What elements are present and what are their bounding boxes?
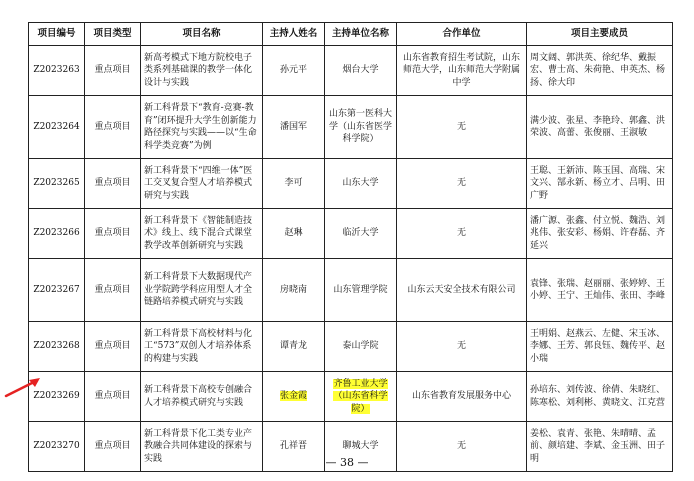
project-unit: 聊城大学 [325, 422, 397, 472]
project-unit: 山东管理学院 [325, 259, 397, 322]
project-name: 新工科背景下大数据现代产业学院跨学科应用型人才全链路培养模式研究与实践 [141, 259, 263, 322]
header-name: 项目名称 [141, 23, 263, 46]
project-type: 重点项目 [85, 46, 141, 96]
project-id: Z2023270 [29, 422, 85, 472]
project-type: 重点项目 [85, 159, 141, 209]
project-id: Z2023269 [29, 372, 85, 422]
project-type: 重点项目 [85, 259, 141, 322]
project-unit: 烟台大学 [325, 46, 397, 96]
project-id: Z2023264 [29, 96, 85, 159]
project-unit: 山东第一医科大学（山东省医学科学院） [325, 96, 397, 159]
project-unit: 齐鲁工业大学（山东省科学院） [333, 378, 388, 414]
header-row [29, 23, 673, 46]
project-type: 重点项目 [85, 422, 141, 472]
project-unit-cell [325, 372, 397, 422]
project-members: 满少波、张星、李艳玲、郭鑫、洪荣波、高蕾、张俊丽、王淑敏 [527, 96, 673, 159]
project-members: 王聪、王新沛、陈玉国、高瑞、宋文兴、郜永新、杨立才、吕明、田广野 [527, 159, 673, 209]
project-id: Z2023263 [29, 46, 85, 96]
project-type: 重点项目 [85, 372, 141, 422]
project-members: 王明娟、赵燕云、左健、宋玉冰、李娜、王芳、郭良钰、魏传平、赵小瑞 [527, 322, 673, 372]
project-unit: 泰山学院 [325, 322, 397, 372]
project-leader: 赵琳 [263, 209, 325, 259]
project-leader: 李可 [263, 159, 325, 209]
project-name: 新工科背景下高校材料与化工“573”双创人才培养体系的构建与实践 [141, 322, 263, 372]
project-type: 重点项目 [85, 96, 141, 159]
project-leader: 孔祥晋 [263, 422, 325, 472]
header-leader: 主持人姓名 [263, 23, 325, 46]
table-row [29, 96, 673, 159]
project-name: 新高考模式下地方院校电子类系列基础课的教学一体化设计与实践 [141, 46, 263, 96]
project-name: 新工科背景下高校专创融合人才培养模式研究与实践 [141, 372, 263, 422]
project-leader: 谭青龙 [263, 322, 325, 372]
project-partner: 山东省教育发展服务中心 [397, 372, 527, 422]
table-row [29, 322, 673, 372]
project-name: 新工科背景下“四维一体”医工交叉复合型人才培养模式研究与实践 [141, 159, 263, 209]
header-id: 项目编号 [29, 23, 85, 46]
project-name: 新工科背景下化工类专业产教融合共同体建设的探索与实践 [141, 422, 263, 472]
project-table [28, 22, 673, 472]
project-leader: 张金霞 [279, 391, 307, 402]
project-unit: 临沂大学 [325, 209, 397, 259]
project-partner: 无 [397, 159, 527, 209]
project-members: 潘广源、张鑫、付立悦、魏浩、刘兆伟、张安彩、杨娟、许春磊、齐延兴 [527, 209, 673, 259]
project-leader: 潘国军 [263, 96, 325, 159]
header-type: 项目类型 [85, 23, 141, 46]
project-partner: 山东省教育招生考试院，山东师范大学，山东师范大学附属中学 [397, 46, 527, 96]
table-row [29, 259, 673, 322]
project-name: 新工科背景下“教育-竞赛-教育”闭环提升大学生创新能力路径探究与实践——以“生命科学类竞赛”为例 [141, 96, 263, 159]
table-row [29, 159, 673, 209]
project-type: 重点项目 [85, 322, 141, 372]
table-row [29, 372, 673, 422]
project-leader-cell [263, 372, 325, 422]
header-unit: 主持单位名称 [325, 23, 397, 46]
project-name: 新工科背景下《智能制造技术》线上、线下混合式课堂教学改革创新研究与实践 [141, 209, 263, 259]
project-leader: 房晓南 [263, 259, 325, 322]
header-partner: 合作单位 [397, 23, 527, 46]
project-id: Z2023268 [29, 322, 85, 372]
project-id: Z2023267 [29, 259, 85, 322]
project-id: Z2023265 [29, 159, 85, 209]
project-members: 孙培东、刘传波、徐倩、朱晓红、陈寒松、刘利彬、黄晓文、江克营 [527, 372, 673, 422]
project-members: 周文阔、郭洪英、徐纪华、戴振宏、曹士高、朱荷艳、申英杰、杨扬、徐大印 [527, 46, 673, 96]
project-partner: 无 [397, 422, 527, 472]
table-row [29, 209, 673, 259]
project-members: 姜松、袁青、张艳、朱晴晴、孟前、颜培建、李斌、金玉洲、田子明 [527, 422, 673, 472]
project-partner: 无 [397, 322, 527, 372]
project-type: 重点项目 [85, 209, 141, 259]
table-row [29, 46, 673, 96]
page-number: — 38 — [325, 456, 369, 469]
annotation-arrow-icon [4, 374, 44, 400]
project-partner: 山东云天安全技术有限公司 [397, 259, 527, 322]
project-unit: 山东大学 [325, 159, 397, 209]
project-leader: 孙元平 [263, 46, 325, 96]
project-partner: 无 [397, 209, 527, 259]
project-id: Z2023266 [29, 209, 85, 259]
project-members: 袁锋、张瑞、赵丽丽、张婷婷、王小婷、王宁、王灿伟、张田、李峰 [527, 259, 673, 322]
project-partner: 无 [397, 96, 527, 159]
header-members: 项目主要成员 [527, 23, 673, 46]
